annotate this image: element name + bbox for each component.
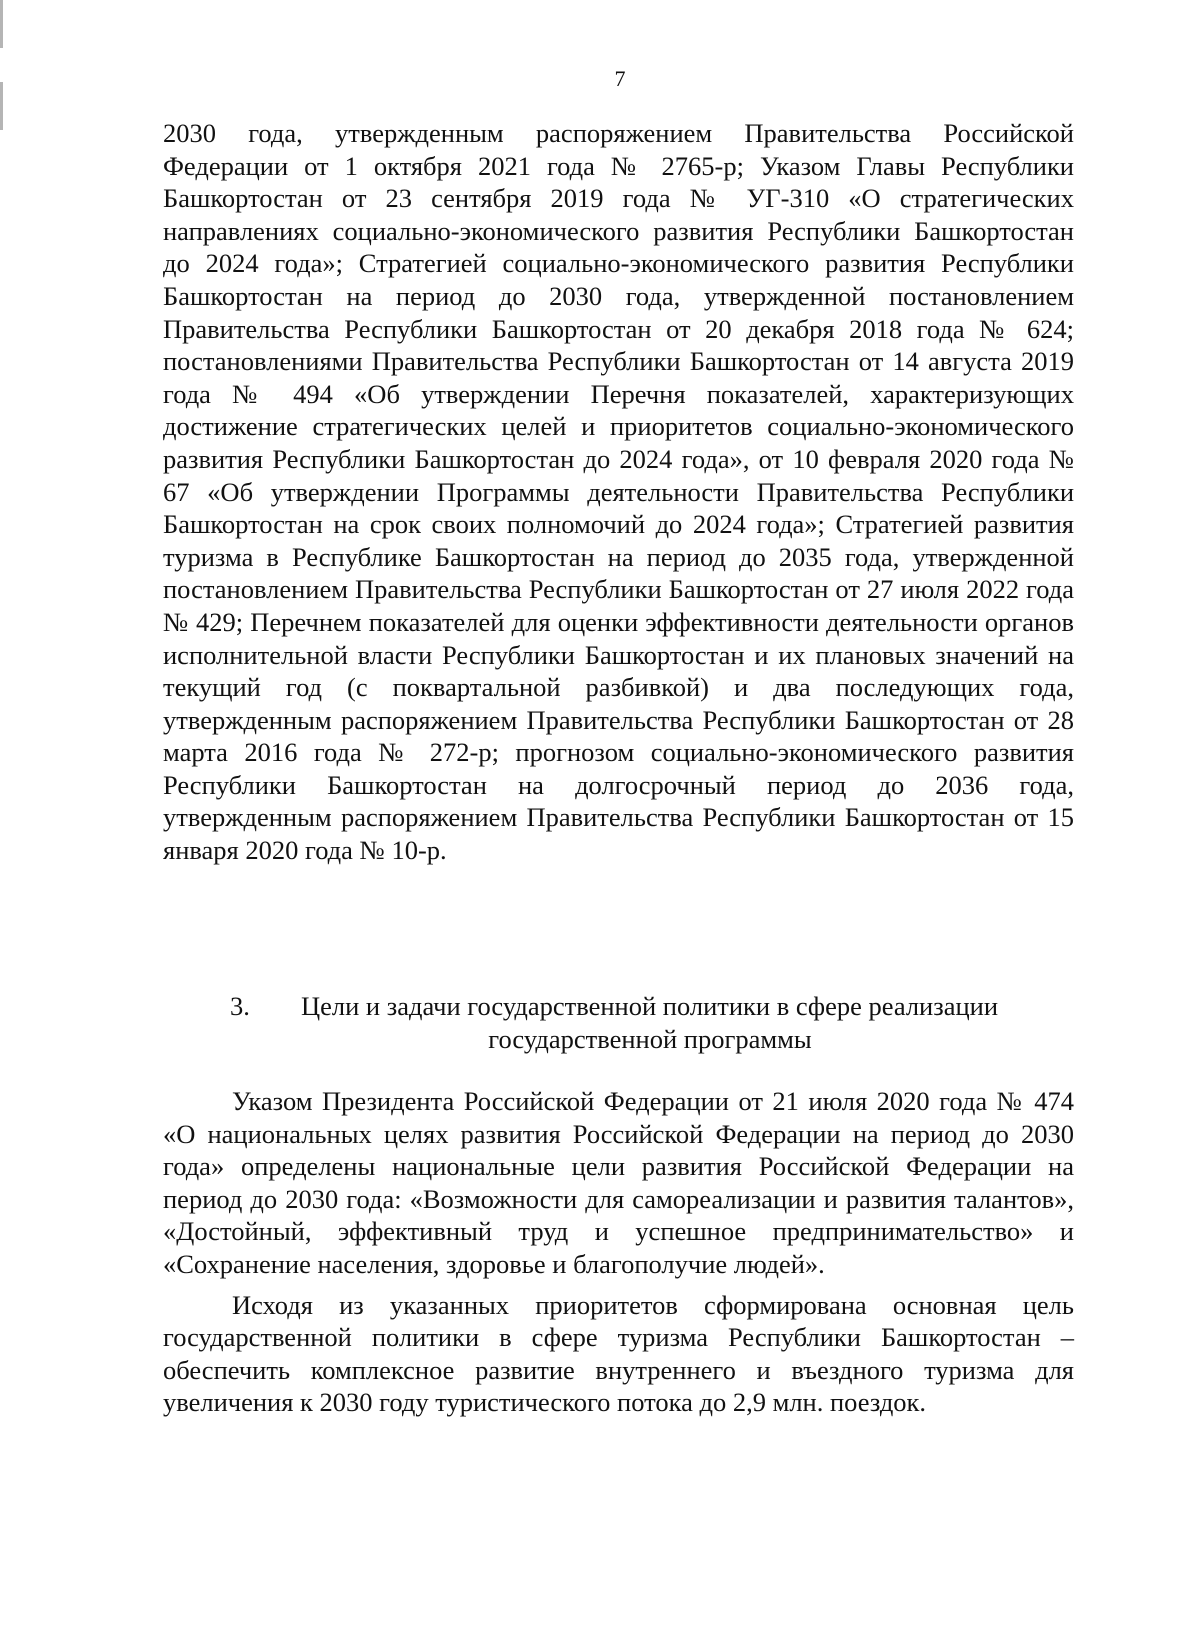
paragraph: Указом Президента Российской Федерации от 21 июля 2020 года № 474 «О национальных целях развития Российской Федерации на период до 2030 года» определены национальные цели развития Российской Федерации на период до 2030 года: «Возможности для самореализации и развития талантов», «Достойный, эффективный труд и успешное предпринимательство» и «Сохранение населения, здоровье и благополучие людей». bbox=[163, 1086, 1074, 1279]
section-title-line-2: государственной программы bbox=[488, 1024, 812, 1054]
paragraph: Исходя из указанных приоритетов сформирована основная цель государственной политики в сфере туризма Республики Башкортостан – обеспечить комплексное развитие внутреннего и въездного туризма для увеличения к 2030 году туристического потока до 2,9 млн. поездок. bbox=[163, 1289, 1074, 1418]
section-body bbox=[163, 1085, 1074, 1427]
section-title-line-1: Цели и задачи государственной политики в сфере реализации bbox=[301, 991, 999, 1021]
page-number: 7 bbox=[614, 66, 626, 91]
paragraph: 2030 года, утвержденным распоряжением Правительства Российской Федерации от 1 октября 2021 года № 2765-р; Указом Главы Республики Башкортостан от 23 сентября 2019 года № УГ-310 «О стратегических направлениях социально-экономического развития Республики Башкортостан до 2024 года»; Стратегией социально-экономического развития Республики Башкортостан на период до 2030 года, утвержденной постановлением Правительства Республики Башкортостан от 20 декабря 2018 года № 624; постановлениями Правительства Республики Башкортостан от 14 августа 2019 года № 494 «Об утверждении Перечня показателей, характеризующих достижение стратегических целей и приоритетов социально-экономического развития Республики Башкортостан до 2024 года», от 10 февраля 2020 года № 67 «Об утверждении Программы деятельности Правительства Республики Башкортостан на срок своих полномочий до 2024 года»; Стратегией развития туризма в Республике Башкортостан на период до 2035 года, утвержденной постановлением Правительства Республики Башкортостан от 27 июля 2022 года № 429; Перечнем показателей для оценки эффективности деятельности органов исполнительной власти Республики Башкортостан и их плановых значений на текущий год (с поквартальной разбивкой) и два последующих года, утвержденным распоряжением Правительства Республики Башкортостан от 28 марта 2016 года № 272-р; прогнозом социально-экономического развития Республики Башкортостан на долгосрочный период до 2036 года, утвержденным распоряжением Правительства Республики Башкортостан от 15 января 2020 года № 10-р. bbox=[163, 118, 1074, 866]
continued-text-block bbox=[163, 117, 1074, 867]
section-number: 3. bbox=[230, 991, 250, 1021]
scan-edge-mark bbox=[0, 0, 3, 48]
